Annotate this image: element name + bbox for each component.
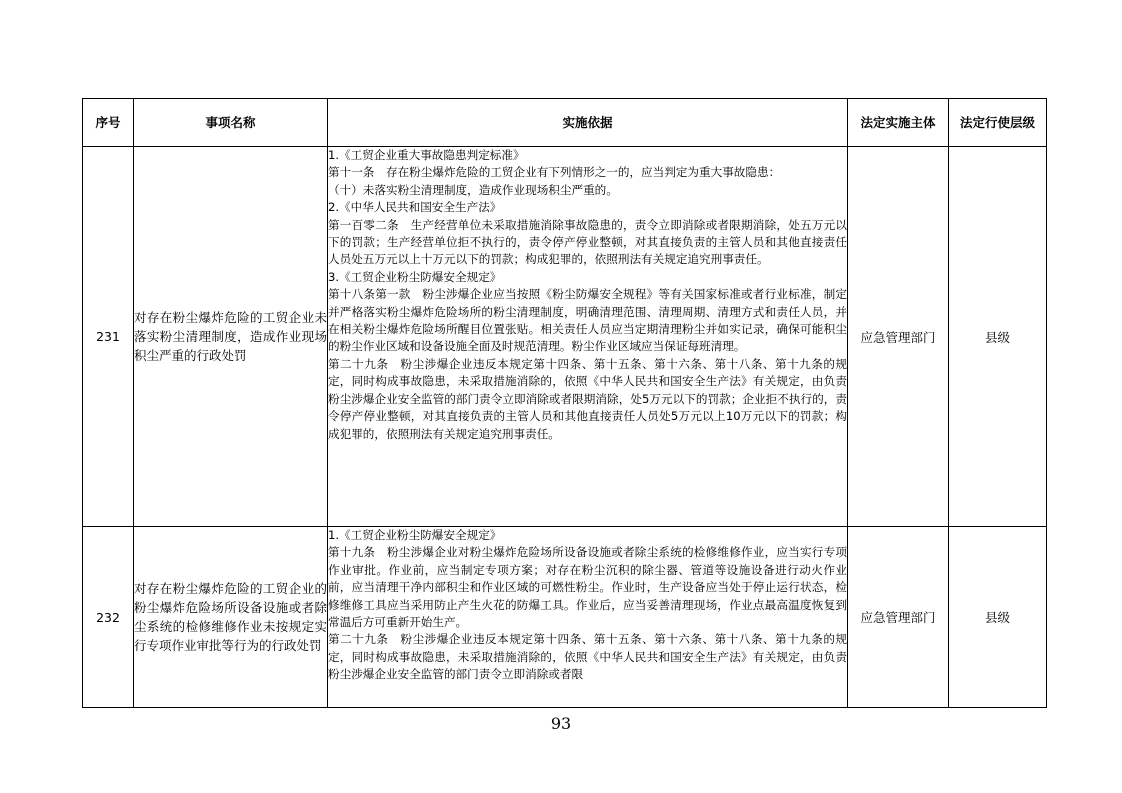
items-table [82,98,1047,708]
basis-line: 1.《工贸企业重大事故隐患判定标准》 [328,148,525,162]
row-legal-basis [328,147,848,527]
table-header-row [83,99,1047,147]
table-row [83,147,1047,527]
row-implementing-body: 应急管理部门 [848,527,949,708]
table-row [83,527,1047,708]
row-seq: 231 [83,147,134,527]
row-exercise-level: 县级 [949,527,1047,708]
header-exercise-level: 法定行使层级 [949,99,1047,147]
basis-line: 3.《工贸企业粉尘防爆安全规定》 [328,269,502,284]
basis-line: 第二十九条 粉尘涉爆企业违反本规定第十四条、第十五条、第十六条、第十八条、第十九条的规定，同时构成事故隐患，未采取措施消除的，依照《中华人民共和国安全生产法》有关规定，由负责粉尘涉爆企业安全监管的部门责令立即消除或者限期消除，处5万元以下的罚款；企业拒不执行的，责令停产停业整顿，对其直接负责的主管人员和其他直接责任人员处5万元以上10万元以下的罚款；构成犯罪的，依照刑法有关规定追究刑事责任。 [328,356,847,441]
row-item-name: 对存在粉尘爆炸危险的工贸企业未落实粉尘清理制度，造成作业现场积尘严重的行政处罚 [134,147,328,527]
basis-line: 2.《中华人民共和国安全生产法》 [328,200,502,215]
page-number: 93 [550,714,572,733]
row-item-name: 对存在粉尘爆炸危险的工贸企业的粉尘爆炸危险场所设备设施或者除尘系统的检修维修作业未按规定实行专项作业审批等行为的行政处罚 [134,527,328,708]
row-legal-basis [328,527,848,708]
row-exercise-level: 县级 [949,147,1047,527]
header-legal-basis: 实施依据 [328,99,848,147]
basis-line: 1.《工贸企业粉尘防爆安全规定》 [328,528,502,542]
row-seq: 232 [83,527,134,708]
basis-line: 第十一条 存在粉尘爆炸危险的工贸企业有下列情形之一的，应当判定为重大事故隐患： [328,165,781,180]
basis-line: 第十八条第一款 粉尘涉爆企业应当按照《粉尘防爆安全规程》等有关国家标准或者行业标准，制定并严格落实粉尘爆炸危险场所的粉尘清理制度，明确清理范围、清理周期、清理方式和责任人员，并在相关粉尘爆炸危险场所醒目位置张贴。相关责任人员应当定期清理粉尘并如实记录，确保可能积尘的粉尘作业区域和设备设施全面及时规范清理。粉尘作业区域应当保证每班清理。 [328,287,847,354]
basis-line: 第二十九条 粉尘涉爆企业违反本规定第十四条、第十五条、第十六条、第十八条、第十九条的规定，同时构成事故隐患，未采取措施消除的，依照《中华人民共和国安全生产法》有关规定，由负责粉尘涉爆企业安全监管的部门责令立即消除或者限 [328,632,847,682]
basis-line: （十）未落实粉尘清理制度，造成作业现场积尘严重的。 [328,182,618,197]
header-item-name: 事项名称 [134,99,328,147]
basis-line: 第十九条 粉尘涉爆企业对粉尘爆炸危险场所设备设施或者除尘系统的检修维修作业，应当实行专项作业审批。作业前，应当制定专项方案；对存在粉尘沉积的除尘器、管道等设施设备进行动火作业前，应当清理干净内部积尘和作业区域的可燃性粉尘。作业时，生产设备应当处于停止运行状态，检修维修工具应当采用防止产生火花的防爆工具。作业后，应当妥善清理现场，作业点最高温度恢复到常温后方可重新开始生产。 [328,545,847,630]
basis-line: 第一百零二条 生产经营单位未采取措施消除事故隐患的，责令立即消除或者限期消除，处五万元以下的罚款；生产经营单位拒不执行的，责令停产停业整顿，对其直接负责的主管人员和其他直接责任人员处五万元以上十万元以下的罚款；构成犯罪的，依照刑法有关规定追究刑事责任。 [328,217,847,267]
header-seq: 序号 [83,99,134,147]
header-implementing-body: 法定实施主体 [848,99,949,147]
row-implementing-body: 应急管理部门 [848,147,949,527]
